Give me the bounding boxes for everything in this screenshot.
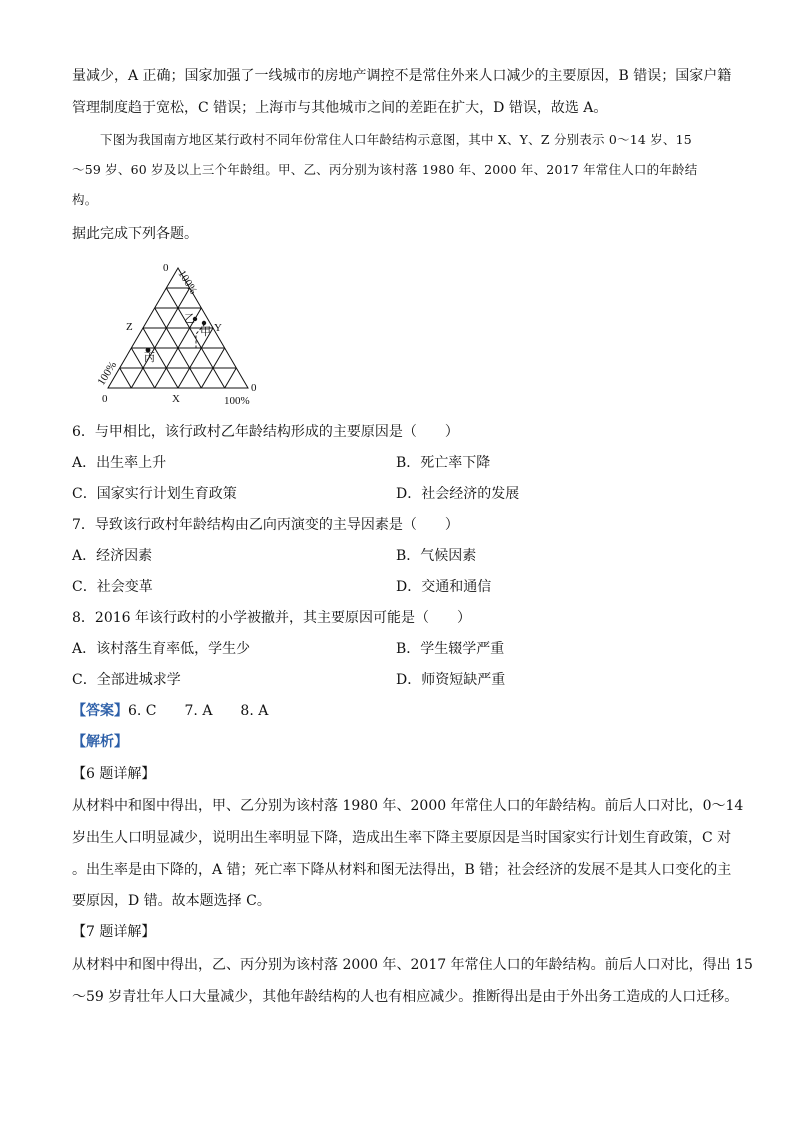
detail-7-line-2: ～59 岁青壮年人口大量减少，其他年龄结构的人也有相应减少。推断得出是由于外出务工造成的人口迁移。 bbox=[72, 989, 739, 1005]
axis-label-y: Y bbox=[214, 322, 222, 334]
label-bing: 丙 bbox=[144, 352, 155, 364]
left-zero: 0 bbox=[102, 393, 108, 405]
q8-option-b: B．学生辍学严重 bbox=[396, 641, 505, 657]
detail-6-line-3: 。出生率是由下降的，A 错；死亡率下降从材料和图无法得出，B 错；社会经济的发展不是其人口变化的主 bbox=[72, 862, 732, 878]
detail-6-line-4: 要原因，D 错。故本题选择 C。 bbox=[72, 893, 271, 909]
top-zero: 0 bbox=[163, 262, 169, 274]
q8-option-d: D．师资短缺严重 bbox=[396, 672, 506, 688]
label-jia: 甲 bbox=[200, 326, 211, 338]
answer-text: 6. C 7. A 8. A bbox=[128, 703, 269, 719]
q7-option-b: B．气候因素 bbox=[396, 548, 477, 564]
intro-line-4: 据此完成下列各题。 bbox=[72, 226, 198, 242]
right-zero: 0 bbox=[251, 382, 257, 394]
detail-6-line-1: 从材料中和图中得出，甲、乙分别为该村落 1980 年、2000 年常住人口的年龄结构。前后人口对比，0～14 bbox=[72, 798, 744, 814]
q7-option-c: C．社会变革 bbox=[72, 579, 153, 595]
point-jia bbox=[202, 321, 206, 325]
detail-7-tag: 【7 题详解】 bbox=[72, 924, 156, 940]
q6-option-d: D．社会经济的发展 bbox=[396, 486, 520, 502]
answer-tag: 【答案】 bbox=[72, 703, 128, 719]
q7-option-d: D．交通和通信 bbox=[396, 579, 492, 595]
analysis-row bbox=[72, 732, 128, 752]
q8-option-c: C．全部进城求学 bbox=[72, 672, 181, 688]
left-100: 100% bbox=[95, 359, 120, 388]
q8-option-a: A．该村落生育率低，学生少 bbox=[72, 641, 251, 657]
detail-7-line-1: 从材料中和图中得出，乙、丙分别为该村落 2000 年、2017 年常住人口的年龄结构。前后人口对比，得出 15 bbox=[72, 957, 753, 973]
analysis-tag: 【解析】 bbox=[72, 734, 128, 750]
answer-row bbox=[72, 701, 268, 721]
detail-6-tag: 【6 题详解】 bbox=[72, 766, 156, 782]
ternary-diagram bbox=[88, 258, 268, 408]
axis-label-z: Z bbox=[126, 321, 133, 333]
top-100: 100% bbox=[175, 268, 200, 297]
right-100: 100% bbox=[224, 395, 250, 407]
prev-answer-line-2: 管理制度趋于宽松，C 错误；上海市与其他城市之间的差距在扩大，D 错误，故选 A。 bbox=[72, 100, 608, 116]
q7-option-a: A．经济因素 bbox=[72, 548, 153, 564]
intro-line-1: 下图为我国南方地区某行政村不同年份常住人口年龄结构示意图，其中 X、Y、Z 分别表示 0～14 岁、15 bbox=[100, 132, 692, 147]
prev-answer-line-1: 量减少，A 正确；国家加强了一线城市的房地产调控不是常住外来人口减少的主要原因，B 错误；国家户籍 bbox=[72, 68, 732, 84]
q6-option-a: A．出生率上升 bbox=[72, 455, 167, 471]
detail-6-line-2: 岁出生人口明显减少，说明出生率明显下降，造成出生率下降主要原因是当时国家实行计划生育政策，C 对 bbox=[72, 830, 732, 846]
intro-line-3: 构。 bbox=[72, 192, 98, 207]
q6-option-c: C．国家实行计划生育政策 bbox=[72, 486, 237, 502]
label-yi: 乙 bbox=[184, 313, 195, 325]
axis-label-x: X bbox=[172, 393, 180, 405]
q6-option-b: B．死亡率下降 bbox=[396, 455, 491, 471]
intro-line-2: ～59 岁、60 岁及以上三个年龄组。甲、乙、丙分别为该村落 1980 年、2000 年、2017 年常住人口的年龄结 bbox=[72, 162, 698, 177]
q8-stem: 8．2016 年该行政村的小学被撤并，其主要原因可能是（ ） bbox=[72, 610, 471, 626]
q6-stem: 6．与甲相比，该行政村乙年龄结构形成的主要原因是（ ） bbox=[72, 424, 459, 440]
q7-stem: 7．导致该行政村年龄结构由乙向丙演变的主导因素是（ ） bbox=[72, 517, 459, 533]
